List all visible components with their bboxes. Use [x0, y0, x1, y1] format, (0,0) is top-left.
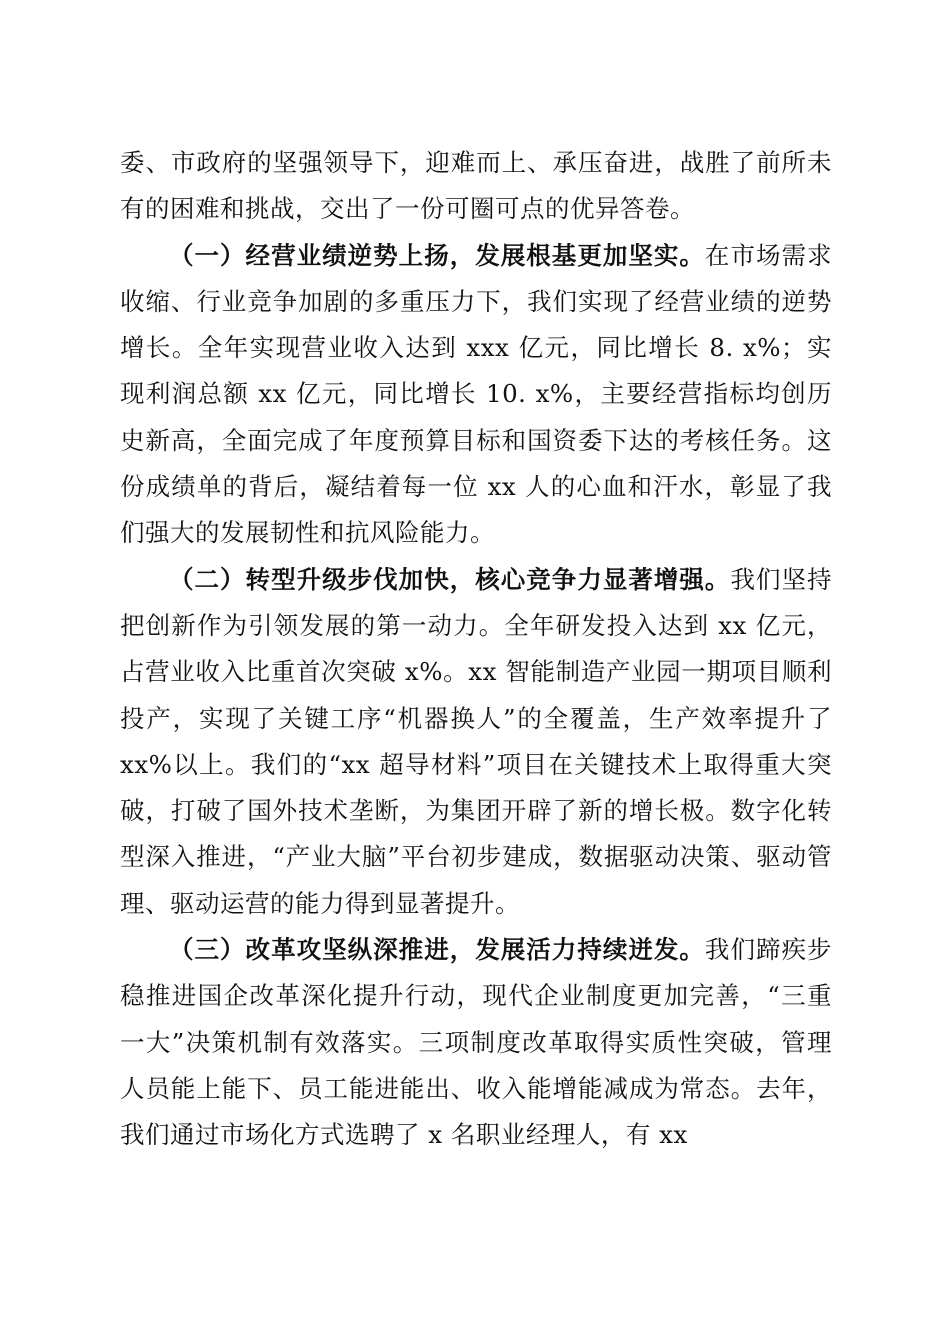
paragraph-continuation	[120, 140, 832, 233]
paragraph-section-2	[120, 557, 832, 927]
paragraph-text: 在市场需求收缩、行业竞争加剧的多重压力下，我们实现了经营业绩的逆势增长。全年实现营业收入达到 xxx 亿元，同比增长 8. x%；实现利润总额 xx 亿元，同比增长 10. x%，主要经营指标均创历史新高，全面完成了年度预算目标和国资委下达的考核任务。这份成绩单的背后，凝结着每一位 xx 人的心血和汗水，彰显了我们强大的发展韧性和抗风险能力。	[120, 240, 833, 548]
document-body	[120, 140, 832, 1159]
paragraph-section-1	[120, 233, 832, 557]
section-heading-3: （三）改革攻坚纵深推进，发展活力持续迸发。	[169, 935, 705, 965]
paragraph-text: 我们坚持把创新作为引领发展的第一动力。全年研发投入达到 xx 亿元，占营业收入比重首次突破 x%。xx 智能制造产业园一期项目顺利投产，实现了关键工序“机器换人”的全覆盖，生产效率提升了 xx%以上。我们的“xx 超导材料”项目在关键技术上取得重大突破，打破了国外技术垄断，为集团开辟了新的增长极。数字化转型深入推进，“产业大脑”平台初步建成，数据驱动决策、驱动管理、驱动运营的能力得到显著提升。	[120, 564, 832, 918]
paragraph-section-3	[120, 927, 832, 1158]
section-heading-1: （一）经营业绩逆势上扬，发展根基更加坚实。	[169, 240, 705, 270]
section-heading-2: （二）转型升级步伐加快，核心竞争力显著增强。	[169, 564, 731, 594]
paragraph-text: 我们蹄疾步稳推进国企改革深化提升行动，现代企业制度更加完善，“三重一大”决策机制有效落实。三项制度改革取得实质性突破，管理人员能上能下、员工能进能出、收入能增能减成为常态。去年，我们通过市场化方式选聘了 x 名职业经理人，有 xx	[120, 935, 833, 1150]
paragraph-text: 委、市政府的坚强领导下，迎难而上、承压奋进，战胜了前所未有的困难和挑战，交出了一份可圈可点的优异答卷。	[120, 148, 832, 224]
